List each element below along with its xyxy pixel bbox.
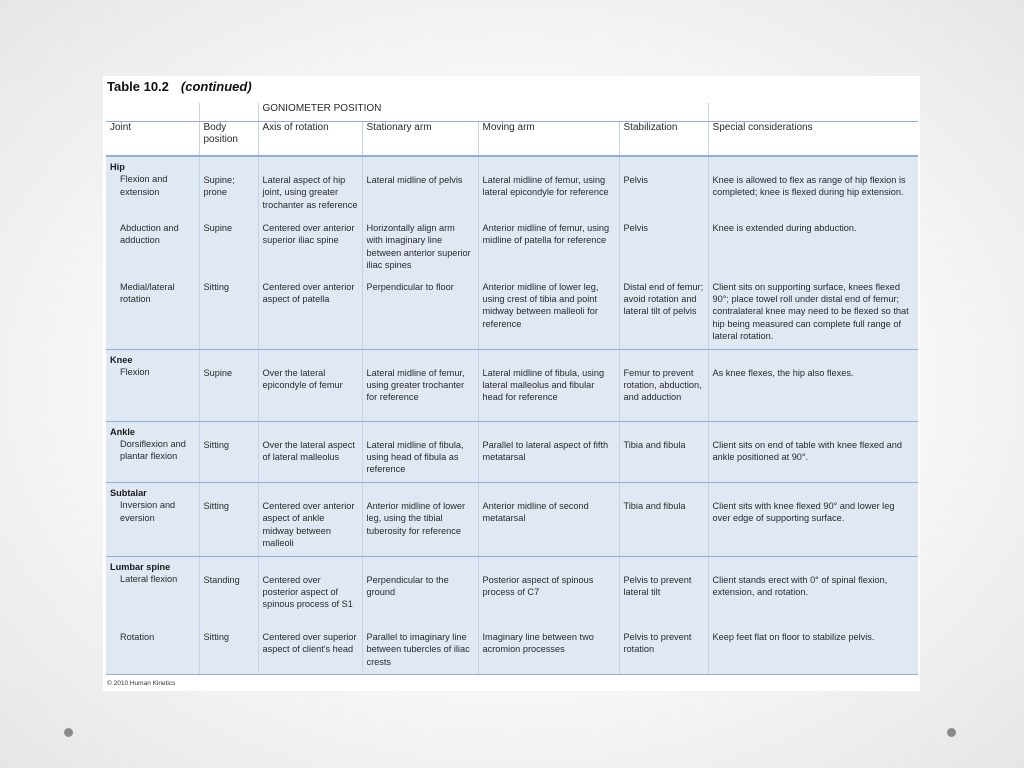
table-row [106, 421, 918, 482]
table-title [107, 79, 252, 94]
body-position-cell: Sitting [199, 622, 258, 675]
stationary-arm-cell: Perpendicular to the ground [362, 556, 478, 622]
movement-name: Dorsiflexion and plantar flexion [120, 439, 186, 462]
section-title: Ankle [110, 426, 136, 437]
table-row [106, 156, 918, 213]
joint-cell [106, 482, 199, 556]
moving-arm-cell: Anterior midline of lower leg, using crest of tibia and point midway between malleoli for reference [478, 272, 619, 350]
group-header: GONIOMETER POSITION [258, 103, 708, 122]
moving-arm-cell: Parallel to lateral aspect of fifth metatarsal [478, 421, 619, 482]
table-row [106, 556, 918, 622]
joint-cell [106, 349, 199, 421]
stationary-arm-cell: Anterior midline of lower leg, using the tibial tuberosity for reference [362, 482, 478, 556]
special-cell: Client sits on supporting surface, knees flexed 90°; place towel roll under distal end of femur; contralateral knee may need to be flexed so that hip being measured can complete full range of lateral rotation. [708, 272, 918, 350]
axis-cell: Over the lateral aspect of lateral malleolus [258, 421, 362, 482]
special-cell: Client sits with knee flexed 90° and lower leg over edge of supporting surface. [708, 482, 918, 556]
table-number: Table 10.2 [107, 79, 169, 94]
stabilization-cell: Femur to prevent rotation, abduction, and adduction [619, 349, 708, 421]
movement-name: Medial/lateral rotation [120, 281, 175, 305]
stabilization-cell: Distal end of femur; avoid rotation and lateral tilt of pelvis [619, 272, 708, 350]
axis-cell: Centered over anterior aspect of ankle midway between malleoli [258, 482, 362, 556]
special-cell: Client stands erect with 0° of spinal flexion, extension, and rotation. [708, 556, 918, 622]
stationary-arm-cell: Lateral midline of pelvis [362, 156, 478, 213]
body-position-cell: Sitting [199, 272, 258, 350]
joint-cell [106, 272, 199, 350]
table-image [103, 76, 920, 691]
stabilization-cell: Pelvis [619, 156, 708, 213]
moving-arm-cell: Lateral midline of fibula, using lateral malleolus and fibular head for reference [478, 349, 619, 421]
joint-cell [106, 556, 199, 622]
table-row [106, 622, 918, 675]
stabilization-cell: Pelvis [619, 213, 708, 272]
section-title: Subtalar [110, 487, 147, 498]
stationary-arm-cell: Horizontally align arm with imaginary line between anterior superior iliac spines [362, 213, 478, 272]
joint-cell [106, 213, 199, 272]
col-header-stationary-arm: Stationary arm [362, 122, 478, 157]
moving-arm-cell: Anterior midline of femur, using midline of patella for reference [478, 213, 619, 272]
axis-cell: Centered over posterior aspect of spinous process of S1 [258, 556, 362, 622]
joint-cell [106, 156, 199, 213]
table-continued-label: (continued) [180, 79, 252, 94]
movement-name: Flexion and extension [120, 174, 168, 197]
body-position-cell: Standing [199, 556, 258, 622]
col-header-joint: Joint [106, 122, 199, 157]
table-row [106, 213, 918, 272]
bullet-dot-left [64, 728, 73, 737]
axis-cell: Over the lateral epicondyle of femur [258, 349, 362, 421]
stationary-arm-cell: Lateral midline of femur, using greater trochanter for reference [362, 349, 478, 421]
col-header-moving-arm: Moving arm [478, 122, 619, 157]
section-title: Hip [110, 162, 125, 172]
copyright-note: © 2010 Human Kinetics [107, 680, 176, 687]
body-position-cell: Supine; prone [199, 156, 258, 213]
body-position-cell: Supine [199, 213, 258, 272]
axis-cell: Lateral aspect of hip joint, using greater trochanter as reference [258, 156, 362, 213]
moving-arm-cell: Imaginary line between two acromion processes [478, 622, 619, 675]
table-row [106, 349, 918, 421]
stabilization-cell: Pelvis to prevent lateral tilt [619, 556, 708, 622]
moving-arm-cell: Posterior aspect of spinous process of C7 [478, 556, 619, 622]
stabilization-cell: Tibia and fibula [619, 482, 708, 556]
axis-cell: Centered over superior aspect of client's head [258, 622, 362, 675]
stationary-arm-cell: Parallel to imaginary line between tubercles of iliac crests [362, 622, 478, 675]
table-row [106, 482, 918, 556]
joint-cell [106, 421, 199, 482]
col-header-axis: Axis of rotation [258, 122, 362, 157]
body-position-cell: Sitting [199, 482, 258, 556]
col-header-special: Special considerations [708, 122, 918, 157]
body-position-cell: Sitting [199, 421, 258, 482]
joint-cell [106, 622, 199, 675]
col-header-body-position: Body position [199, 122, 258, 157]
special-cell: As knee flexes, the hip also flexes. [708, 349, 918, 421]
body-position-cell: Supine [199, 349, 258, 421]
stationary-arm-cell: Lateral midline of fibula, using head of fibula as reference [362, 421, 478, 482]
special-cell: Client sits on end of table with knee flexed and ankle positioned at 90°. [708, 421, 918, 482]
moving-arm-cell: Lateral midline of femur, using lateral epicondyle for reference [478, 156, 619, 213]
col-header-stabilization: Stabilization [619, 122, 708, 157]
special-cell: Knee is extended during abduction. [708, 213, 918, 272]
movement-name: Flexion [120, 367, 150, 378]
moving-arm-cell: Anterior midline of second metatarsal [478, 482, 619, 556]
special-cell: Knee is allowed to flex as range of hip flexion is completed; knee is flexed during hip extension. [708, 156, 918, 213]
stabilization-cell: Pelvis to prevent rotation [619, 622, 708, 675]
axis-cell: Centered over anterior superior iliac spine [258, 213, 362, 272]
section-title: Lumbar spine [110, 561, 171, 572]
stationary-arm-cell: Perpendicular to floor [362, 272, 478, 350]
bullet-dot-right [947, 728, 956, 737]
stabilization-cell: Tibia and fibula [619, 421, 708, 482]
movement-name: Inversion and eversion [120, 500, 176, 523]
section-title: Knee [110, 354, 133, 365]
table-row [106, 272, 918, 350]
movement-name: Abduction and adduction [120, 223, 179, 246]
movement-name: Lateral flexion [120, 573, 178, 584]
movement-name: Rotation [120, 632, 155, 642]
special-cell: Keep feet flat on floor to stabilize pelvis. [708, 622, 918, 675]
axis-cell: Centered over anterior aspect of patella [258, 272, 362, 350]
goniometer-table [106, 103, 918, 675]
